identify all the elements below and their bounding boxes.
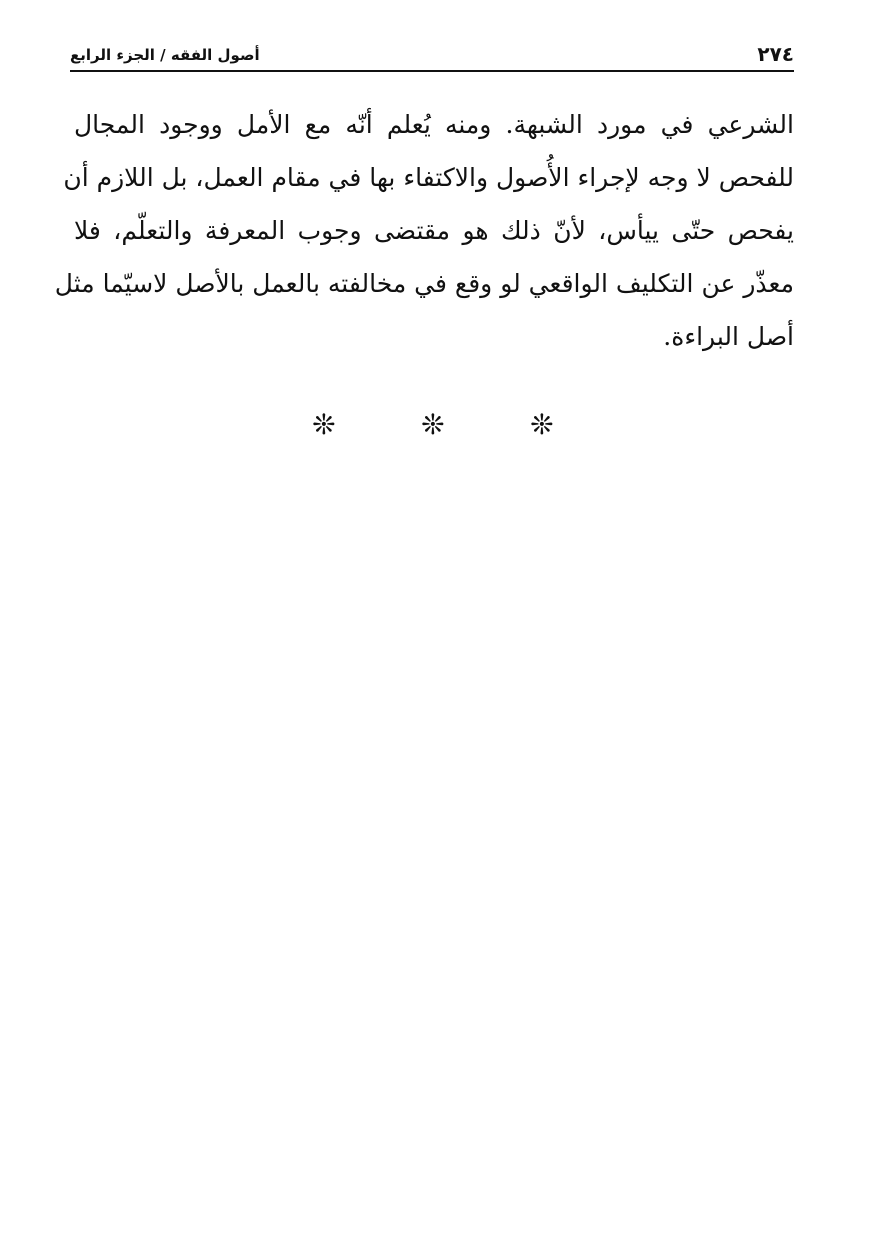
- body-paragraph: [54, 98, 794, 363]
- text-line: يفحص حتّى ييأس، لأنّ ذلك هو مقتضى وجوب المعرفة والتعلّم، فلا: [74, 216, 794, 245]
- text-line: معذّر عن التكليف الواقعي لو وقع في مخالفته بالعمل بالأصل لاسيّما مثل: [54, 269, 794, 298]
- page-number: ٢٧٤: [757, 42, 794, 66]
- running-title: أصول الفقه / الجزء الرابع: [70, 46, 260, 64]
- asterism-icon: ❊: [530, 408, 554, 441]
- header-rule: [70, 70, 794, 72]
- text-line: أصل البراءة.: [663, 322, 794, 351]
- text-line: الشرعي في مورد الشبهة. ومنه يُعلم أنّه مع الأمل ووجود المجال: [74, 110, 794, 139]
- asterism-icon: ❊: [421, 408, 445, 441]
- section-separator: [0, 405, 872, 445]
- page-header: [70, 40, 794, 70]
- text-line: للفحص لا وجه لإجراء الأُصول والاكتفاء بها في مقام العمل، بل اللازم أن: [63, 163, 794, 192]
- asterism-icon: ❊: [312, 408, 336, 441]
